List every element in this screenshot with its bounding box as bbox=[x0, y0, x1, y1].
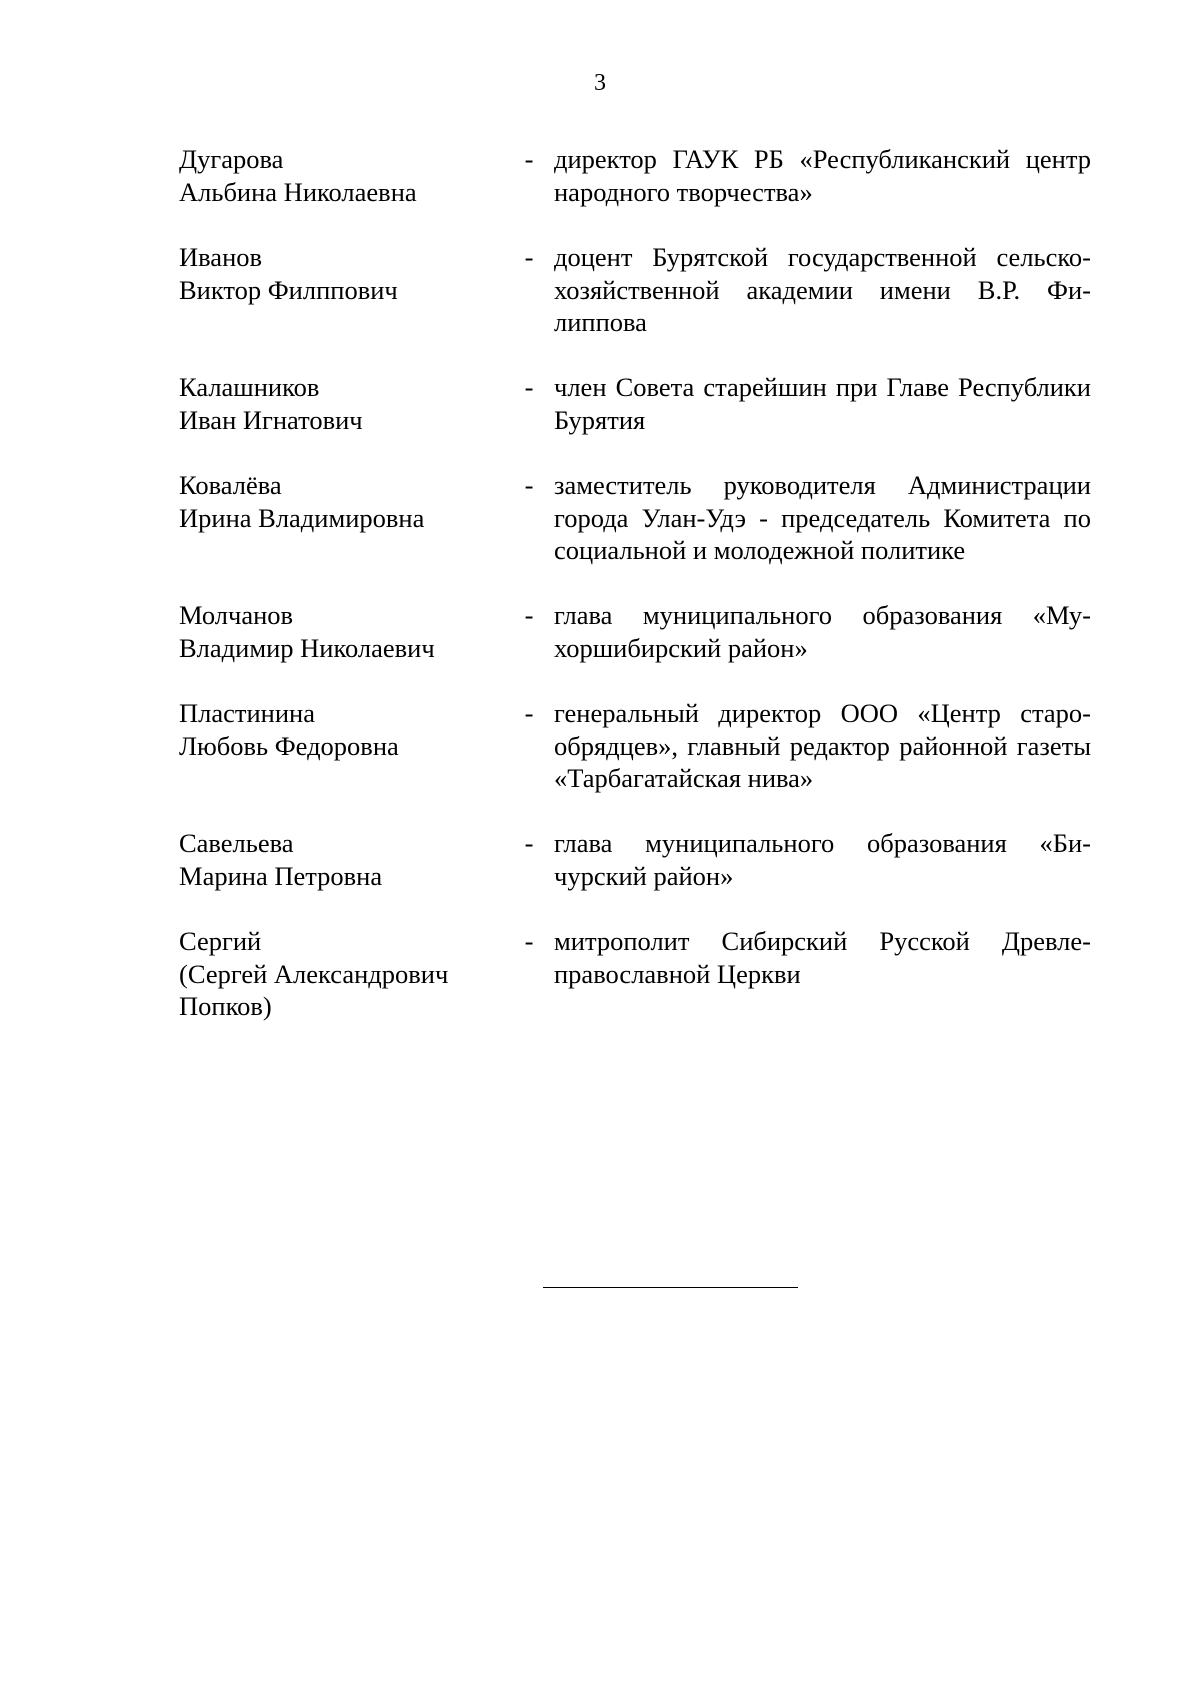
member-name bbox=[179, 697, 499, 762]
page-number: 3 bbox=[594, 70, 606, 96]
member-name bbox=[179, 925, 499, 1023]
member-religious-name: Сергий bbox=[179, 926, 262, 956]
member-entry bbox=[179, 599, 1091, 697]
separator-dash: - bbox=[524, 144, 534, 174]
member-name bbox=[179, 241, 499, 306]
member-given-names: Любовь Федоровна bbox=[179, 730, 399, 761]
member-surname: Ковалёва bbox=[179, 470, 282, 500]
member-given-names: Виктор Филппович bbox=[179, 274, 398, 305]
member-position: глава муниципального образования «Мухоршибирский район» bbox=[554, 600, 1091, 663]
member-surname: Молчанов bbox=[179, 600, 294, 630]
separator-dash: - bbox=[524, 698, 534, 728]
separator-dash: - bbox=[524, 926, 534, 956]
member-position: митрополит Сибирский Русской Древлеправославной Церкви bbox=[554, 926, 1091, 989]
member-entry bbox=[179, 371, 1091, 469]
members-list bbox=[179, 143, 1091, 1035]
member-entry bbox=[179, 469, 1091, 599]
member-position: заместитель руководителя Администрации города Улан-Удэ - председатель Комитета по социальной и молодежной политике bbox=[554, 470, 1091, 566]
member-name bbox=[179, 371, 499, 436]
member-secular-name-second-line: Попков) bbox=[179, 991, 272, 1022]
member-given-names: Иван Игнатович bbox=[179, 404, 363, 435]
member-entry bbox=[179, 827, 1091, 925]
member-surname: Дугарова bbox=[179, 144, 284, 174]
member-surname: Иванов bbox=[179, 242, 263, 272]
member-name bbox=[179, 469, 499, 534]
separator-dash: - bbox=[524, 828, 534, 858]
member-name bbox=[179, 143, 499, 208]
member-entry bbox=[179, 925, 1091, 1035]
member-given-names: Марина Петровна bbox=[179, 860, 383, 891]
member-secular-name-first-line: (Сергей Александрович bbox=[179, 958, 449, 989]
closing-divider-line bbox=[543, 1287, 798, 1288]
member-entry bbox=[179, 697, 1091, 827]
member-position: доцент Бурятской государственной сельскохозяйственной академии имени В.Р. Филиппова bbox=[554, 242, 1091, 338]
separator-dash: - bbox=[524, 372, 534, 402]
member-given-names: Ирина Владимировна bbox=[179, 502, 425, 533]
member-position: директор ГАУК РБ «Республиканский центр народного творчества» bbox=[554, 144, 1091, 207]
member-surname: Калашников bbox=[179, 372, 320, 402]
member-position: генеральный директор ООО «Центр старообрядцев», главный редактор районной газеты «Тарбагатайская нива» bbox=[554, 698, 1091, 794]
member-surname: Савельева bbox=[179, 828, 294, 858]
member-entry bbox=[179, 241, 1091, 371]
member-position: глава муниципального образования «Бичурский район» bbox=[554, 828, 1091, 891]
member-name bbox=[179, 827, 499, 892]
member-position: член Совета старейшин при Главе Республики Бурятия bbox=[554, 372, 1091, 435]
separator-dash: - bbox=[524, 242, 534, 272]
separator-dash: - bbox=[524, 470, 534, 500]
separator-dash: - bbox=[524, 600, 534, 630]
member-entry bbox=[179, 143, 1091, 241]
member-given-names: Владимир Николаевич bbox=[179, 632, 435, 663]
member-surname: Пластинина bbox=[179, 698, 315, 728]
member-given-names: Альбина Николаевна bbox=[179, 176, 417, 207]
member-name bbox=[179, 599, 499, 664]
